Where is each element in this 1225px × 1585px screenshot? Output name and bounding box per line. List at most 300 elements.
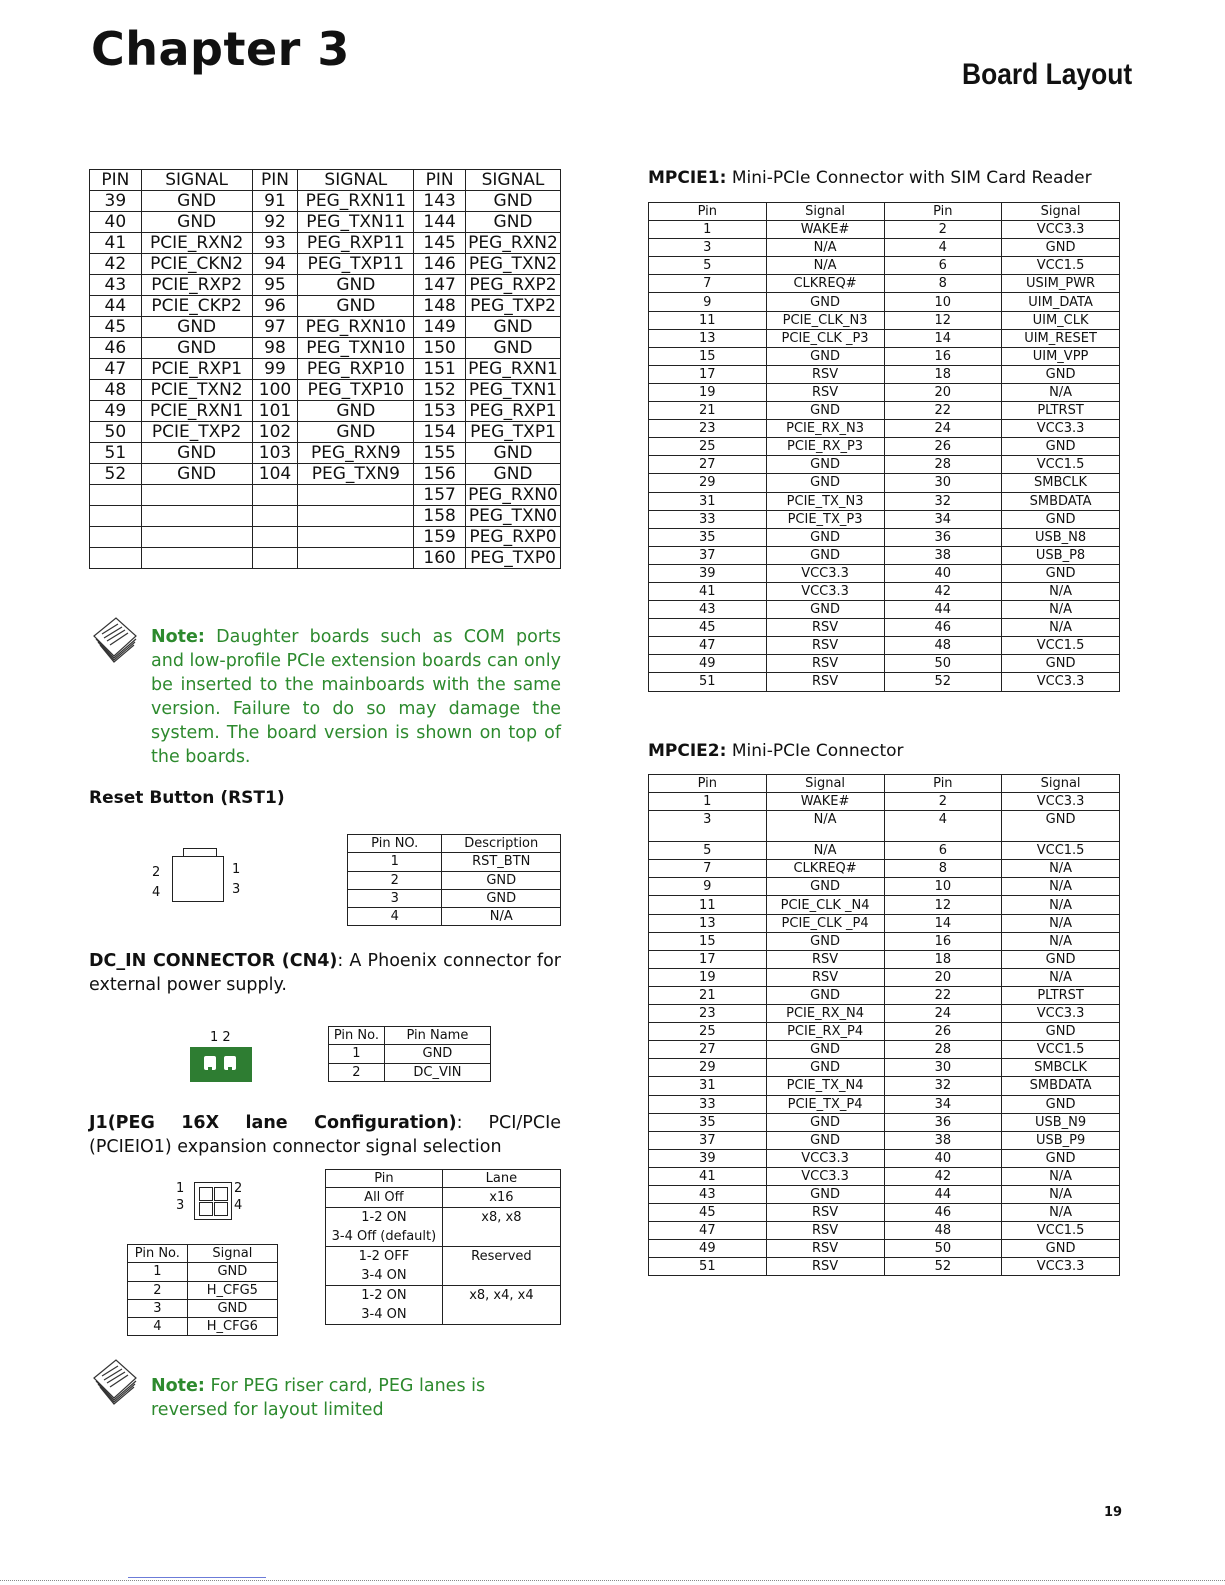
table-cell: PCIE_TX_P3 xyxy=(766,510,884,528)
table-cell: 46 xyxy=(90,338,142,359)
j1-text: : PCI/PCIe (PCIEIO1) expansion connector signal selection xyxy=(89,1113,561,1157)
column-header: Pin xyxy=(649,203,767,221)
table-cell: PCIE_TXP2 xyxy=(141,422,252,443)
table-cell: GND xyxy=(466,191,561,212)
table-cell: SMBCLK xyxy=(1002,474,1120,492)
table-cell: 45 xyxy=(649,619,767,637)
table-cell: 100 xyxy=(252,380,298,401)
table-row xyxy=(649,582,1120,600)
table-row xyxy=(649,637,1120,655)
table-cell: PCIE_CLK _P4 xyxy=(766,914,884,932)
table-row xyxy=(329,1063,491,1081)
table-cell: 92 xyxy=(252,212,298,233)
table-cell: 33 xyxy=(649,1095,767,1113)
table-cell: 25 xyxy=(649,1023,767,1041)
table-cell: RSV xyxy=(766,619,884,637)
j1-paragraph xyxy=(89,1111,561,1159)
table-cell: 23 xyxy=(649,1005,767,1023)
note-text: Daughter boards such as COM ports and low-profile PCIe extension boards can only be inserted to the mainboards with the same version. Failure to do so may damage the system. The board version is shown on top of the boards. xyxy=(151,627,561,767)
table-cell: 148 xyxy=(414,296,466,317)
table-cell: PCIE_RXP2 xyxy=(141,275,252,296)
table-cell: PEG_TXP1 xyxy=(466,422,561,443)
table-cell: USB_N9 xyxy=(1002,1113,1120,1131)
pin-setting: 3-4 ON xyxy=(361,1268,407,1284)
table-row xyxy=(649,619,1120,637)
table-cell xyxy=(141,506,252,527)
table-row xyxy=(90,254,561,275)
table-row xyxy=(649,896,1120,914)
peg-table-body xyxy=(90,170,561,569)
table-cell: GND xyxy=(1002,239,1120,257)
page-link-line xyxy=(128,1577,266,1578)
lane-cell: x8, x4, x4 xyxy=(442,1286,560,1325)
pin-label: 2 xyxy=(234,1181,243,1196)
table-cell: GND xyxy=(442,871,561,889)
table-row xyxy=(90,443,561,464)
column-header: Signal xyxy=(1002,203,1120,221)
pin-setting-cell xyxy=(326,1247,443,1286)
table-row xyxy=(329,1045,491,1063)
table-cell: 28 xyxy=(884,1041,1002,1059)
table-cell: 8 xyxy=(884,860,1002,878)
table-cell: N/A xyxy=(766,842,884,860)
table-cell: 47 xyxy=(90,359,142,380)
table-cell: VCC3.3 xyxy=(1002,1258,1120,1276)
table-row xyxy=(649,546,1120,564)
table-cell: PCIE_RXN1 xyxy=(141,401,252,422)
table-cell: 36 xyxy=(884,1113,1002,1131)
table-row xyxy=(649,383,1120,401)
table-cell: PEG_TXN1 xyxy=(466,380,561,401)
column-header: PIN xyxy=(90,170,142,191)
table-row xyxy=(649,239,1120,257)
table-cell: 149 xyxy=(414,317,466,338)
table-cell: 34 xyxy=(884,510,1002,528)
table-row xyxy=(90,527,561,548)
table-cell: DC_VIN xyxy=(384,1063,490,1081)
table-cell: PCIE_RXN2 xyxy=(141,233,252,254)
table-row xyxy=(649,793,1120,811)
table-cell: GND xyxy=(384,1045,490,1063)
table-cell: 3 xyxy=(128,1299,188,1317)
table-cell: 30 xyxy=(884,474,1002,492)
table-cell: 18 xyxy=(884,950,1002,968)
table-cell: 104 xyxy=(252,464,298,485)
table-cell: 35 xyxy=(649,1113,767,1131)
table-row xyxy=(90,296,561,317)
mpcie2-heading xyxy=(648,741,904,761)
pin-setting-cell xyxy=(326,1286,443,1325)
table-cell: GND xyxy=(187,1263,277,1281)
table-cell: 16 xyxy=(884,932,1002,950)
table-cell: USIM_PWR xyxy=(1002,275,1120,293)
table-cell: PLTRST xyxy=(1002,402,1120,420)
table-cell: 1 xyxy=(329,1045,385,1063)
table-row xyxy=(649,950,1120,968)
table-cell: 1 xyxy=(128,1263,188,1281)
table-cell: RSV xyxy=(766,365,884,383)
table-cell: GND xyxy=(466,338,561,359)
table-cell: USB_P8 xyxy=(1002,546,1120,564)
table-cell: PEG_RXP0 xyxy=(466,527,561,548)
table-cell: 94 xyxy=(252,254,298,275)
table-cell: UIM_CLK xyxy=(1002,311,1120,329)
table-cell: GND xyxy=(766,528,884,546)
table-cell: PCIE_CLK _N4 xyxy=(766,896,884,914)
table-cell xyxy=(298,548,414,569)
table-row xyxy=(649,257,1120,275)
table-cell: 3 xyxy=(649,239,767,257)
table-cell: 18 xyxy=(884,365,1002,383)
table-cell: 52 xyxy=(884,1258,1002,1276)
table-cell: N/A xyxy=(1002,619,1120,637)
j1-lane-table xyxy=(325,1169,561,1325)
table-cell: PCIE_CKP2 xyxy=(141,296,252,317)
table-cell: GND xyxy=(298,275,414,296)
table-cell: CLKREQ# xyxy=(766,860,884,878)
table-row xyxy=(649,1240,1120,1258)
table-row xyxy=(90,233,561,254)
table-cell: 145 xyxy=(414,233,466,254)
table-cell: 27 xyxy=(649,1041,767,1059)
table-cell: GND xyxy=(766,293,884,311)
page-border-line xyxy=(0,1580,1225,1581)
dcin-pin-numbers: 1 2 xyxy=(210,1030,231,1045)
table-row xyxy=(128,1318,278,1336)
table-cell: 40 xyxy=(884,1149,1002,1167)
column-header: Lane xyxy=(442,1170,560,1188)
table-cell: PCIE_RX_P4 xyxy=(766,1023,884,1041)
table-row xyxy=(649,1077,1120,1095)
table-row xyxy=(649,1059,1120,1077)
table-cell: 38 xyxy=(884,546,1002,564)
table-cell: 40 xyxy=(884,564,1002,582)
table-cell: PEG_TXN9 xyxy=(298,464,414,485)
table-cell: 96 xyxy=(252,296,298,317)
table-cell: GND xyxy=(766,1113,884,1131)
table-header-row xyxy=(329,1027,491,1045)
table-cell: 3 xyxy=(649,811,767,842)
table-cell: 12 xyxy=(884,896,1002,914)
table-cell: 146 xyxy=(414,254,466,275)
table-cell: PEG_RXN11 xyxy=(298,191,414,212)
table-cell: PCIE_TXN2 xyxy=(141,380,252,401)
table-cell: GND xyxy=(442,889,561,907)
table-cell: PEG_RXN1 xyxy=(466,359,561,380)
table-cell: 39 xyxy=(649,1149,767,1167)
table-cell: PCIE_CLK _P3 xyxy=(766,329,884,347)
table-cell: N/A xyxy=(766,811,884,842)
table-cell: N/A xyxy=(1002,582,1120,600)
table-cell: 48 xyxy=(90,380,142,401)
note-peg-riser xyxy=(151,1374,561,1422)
table-cell: 9 xyxy=(649,293,767,311)
table-cell: 14 xyxy=(884,329,1002,347)
table-row xyxy=(649,311,1120,329)
table-cell xyxy=(252,485,298,506)
pin-label: 1 xyxy=(232,862,241,877)
table-row xyxy=(649,528,1120,546)
table-cell: 24 xyxy=(884,1005,1002,1023)
table-cell: 19 xyxy=(649,383,767,401)
table-cell: N/A xyxy=(1002,601,1120,619)
table-cell: VCC1.5 xyxy=(1002,456,1120,474)
column-header: SIGNAL xyxy=(141,170,252,191)
table-cell: UIM_RESET xyxy=(1002,329,1120,347)
note-icon xyxy=(88,1356,140,1406)
column-header: Pin xyxy=(649,775,767,793)
pin-setting-cell xyxy=(326,1188,443,1208)
table-cell: 31 xyxy=(649,492,767,510)
table-cell: 26 xyxy=(884,1023,1002,1041)
table-cell xyxy=(90,506,142,527)
table-cell: 153 xyxy=(414,401,466,422)
table-cell: PEG_RXN0 xyxy=(466,485,561,506)
column-header: Pin Name xyxy=(384,1027,490,1045)
table-cell: 4 xyxy=(128,1318,188,1336)
table-cell: PCIE_TX_N3 xyxy=(766,492,884,510)
table-cell: 42 xyxy=(90,254,142,275)
column-header: Signal xyxy=(766,775,884,793)
table-cell: PEG_TXP2 xyxy=(466,296,561,317)
table-cell: N/A xyxy=(1002,878,1120,896)
table-cell: 11 xyxy=(649,896,767,914)
table-row xyxy=(649,365,1120,383)
note-label: Note: xyxy=(151,627,205,647)
table-cell: 23 xyxy=(649,420,767,438)
table-cell: PEG_TXN11 xyxy=(298,212,414,233)
table-cell: 44 xyxy=(884,1185,1002,1203)
table-cell: GND xyxy=(298,422,414,443)
table-cell: 51 xyxy=(649,673,767,691)
table-header-row xyxy=(649,775,1120,793)
table-cell: SMBDATA xyxy=(1002,1077,1120,1095)
pin-setting: 3-4 Off (default) xyxy=(331,1229,437,1245)
table-row xyxy=(90,275,561,296)
table-cell: 21 xyxy=(649,402,767,420)
table-cell: 2 xyxy=(884,793,1002,811)
table-cell: USB_P9 xyxy=(1002,1131,1120,1149)
table-row xyxy=(649,1041,1120,1059)
table-cell: RSV xyxy=(766,950,884,968)
table-cell: 13 xyxy=(649,914,767,932)
table-cell: 43 xyxy=(649,601,767,619)
table-cell: 45 xyxy=(649,1204,767,1222)
table-cell: 37 xyxy=(649,1131,767,1149)
table-cell: 150 xyxy=(414,338,466,359)
dcin-title: DC_IN CONNECTOR (CN4) xyxy=(89,951,338,971)
table-cell: 39 xyxy=(90,191,142,212)
table-cell: 49 xyxy=(649,1240,767,1258)
table-cell: N/A xyxy=(766,239,884,257)
table-cell: GND xyxy=(141,317,252,338)
table-row xyxy=(649,1095,1120,1113)
table-cell: RSV xyxy=(766,1204,884,1222)
column-header: PIN xyxy=(414,170,466,191)
table-row xyxy=(649,293,1120,311)
table-row xyxy=(649,1167,1120,1185)
table-cell: 98 xyxy=(252,338,298,359)
table-cell: PLTRST xyxy=(1002,986,1120,1004)
table-cell: GND xyxy=(766,1041,884,1059)
table-cell: N/A xyxy=(1002,1185,1120,1203)
table-row xyxy=(326,1286,561,1325)
table-cell: 40 xyxy=(90,212,142,233)
table-cell: 4 xyxy=(348,908,442,926)
table-row xyxy=(649,1204,1120,1222)
table-cell: 50 xyxy=(884,1240,1002,1258)
table-cell: RSV xyxy=(766,383,884,401)
table-row xyxy=(128,1263,278,1281)
table-cell: GND xyxy=(298,401,414,422)
table-cell: GND xyxy=(187,1299,277,1317)
table-cell: 2 xyxy=(128,1281,188,1299)
table-cell: 52 xyxy=(884,673,1002,691)
section-title: Board Layout xyxy=(962,58,1133,91)
column-header: PIN xyxy=(252,170,298,191)
table-cell: VCC3.3 xyxy=(1002,1005,1120,1023)
table-cell: 42 xyxy=(884,1167,1002,1185)
column-header: Signal xyxy=(1002,775,1120,793)
table-row xyxy=(649,420,1120,438)
table-row xyxy=(326,1188,561,1208)
table-row xyxy=(649,438,1120,456)
table-cell: PCIE_TX_P4 xyxy=(766,1095,884,1113)
table-cell: 2 xyxy=(329,1063,385,1081)
table-cell: GND xyxy=(766,546,884,564)
pin-label: 2 xyxy=(152,865,161,880)
table-cell: N/A xyxy=(1002,932,1120,950)
table-row xyxy=(649,811,1120,842)
table-cell: 158 xyxy=(414,506,466,527)
table-cell: VCC3.3 xyxy=(1002,221,1120,239)
table-cell: 95 xyxy=(252,275,298,296)
table-cell: 10 xyxy=(884,878,1002,896)
table-cell: RSV xyxy=(766,1258,884,1276)
table-cell: GND xyxy=(1002,1095,1120,1113)
lane-cell: x8, x8 xyxy=(442,1208,560,1247)
table-cell xyxy=(141,548,252,569)
table-row xyxy=(90,485,561,506)
table-cell: N/A xyxy=(766,257,884,275)
table-cell: PCIE_CKN2 xyxy=(141,254,252,275)
table-cell xyxy=(252,548,298,569)
table-cell xyxy=(298,527,414,548)
table-cell: GND xyxy=(766,986,884,1004)
table-cell: 41 xyxy=(649,1167,767,1185)
table-cell: 41 xyxy=(90,233,142,254)
table-cell: 8 xyxy=(884,275,1002,293)
table-row xyxy=(90,548,561,569)
table-row xyxy=(649,932,1120,950)
table-cell: 147 xyxy=(414,275,466,296)
peg-pin-table xyxy=(89,169,561,569)
table-cell: GND xyxy=(466,443,561,464)
table-cell: H_CFG6 xyxy=(187,1318,277,1336)
table-cell: 34 xyxy=(884,1095,1002,1113)
table-cell: 49 xyxy=(90,401,142,422)
table-cell: GND xyxy=(466,212,561,233)
pin-label: 4 xyxy=(152,885,161,900)
table-cell: 22 xyxy=(884,986,1002,1004)
table-cell: GND xyxy=(1002,365,1120,383)
table-cell: 33 xyxy=(649,510,767,528)
table-cell xyxy=(141,485,252,506)
table-cell: 151 xyxy=(414,359,466,380)
table-header-row xyxy=(649,203,1120,221)
table-cell xyxy=(252,506,298,527)
table-cell: 41 xyxy=(649,582,767,600)
table-row xyxy=(649,655,1120,673)
table-cell: VCC3.3 xyxy=(766,564,884,582)
table-cell: 6 xyxy=(884,842,1002,860)
table-cell: PEG_RXN9 xyxy=(298,443,414,464)
table-cell: PEG_TXN10 xyxy=(298,338,414,359)
table-cell: VCC1.5 xyxy=(1002,842,1120,860)
table-cell: 38 xyxy=(884,1131,1002,1149)
reset-pin-diagram xyxy=(146,848,246,904)
table-row xyxy=(128,1299,278,1317)
table-cell: GND xyxy=(1002,950,1120,968)
table-cell: RSV xyxy=(766,968,884,986)
note-icon xyxy=(88,614,140,664)
table-cell: 16 xyxy=(884,347,1002,365)
table-cell: 156 xyxy=(414,464,466,485)
table-cell: 4 xyxy=(884,239,1002,257)
table-cell: 7 xyxy=(649,860,767,878)
pin-setting: 1-2 OFF xyxy=(358,1249,410,1265)
table-header-row xyxy=(90,170,561,191)
table-cell: 29 xyxy=(649,1059,767,1077)
table-cell: UIM_DATA xyxy=(1002,293,1120,311)
table-cell: GND xyxy=(141,212,252,233)
table-header-row xyxy=(348,835,561,853)
table-cell: GND xyxy=(1002,510,1120,528)
table-cell: 46 xyxy=(884,1204,1002,1222)
mpcie2-title: Mini-PCIe Connector xyxy=(726,741,904,761)
column-header: Description xyxy=(442,835,561,853)
table-cell: GND xyxy=(298,296,414,317)
column-header: Pin xyxy=(326,1170,443,1188)
dcin-text: : A Phoenix connector for external power supply. xyxy=(89,951,561,995)
table-row xyxy=(649,474,1120,492)
reset-button-heading: Reset Button (RST1) xyxy=(89,788,285,808)
table-cell: 48 xyxy=(884,1222,1002,1240)
table-row xyxy=(649,1258,1120,1276)
table-cell: 4 xyxy=(884,811,1002,842)
table-row xyxy=(90,506,561,527)
table-row xyxy=(649,1185,1120,1203)
table-cell: 32 xyxy=(884,1077,1002,1095)
table-cell: 31 xyxy=(649,1077,767,1095)
reset-pin-table xyxy=(347,834,561,926)
table-cell: 45 xyxy=(90,317,142,338)
table-cell: GND xyxy=(141,191,252,212)
dcin-paragraph xyxy=(89,949,561,997)
pin-label: 1 xyxy=(176,1181,185,1196)
table-row xyxy=(649,329,1120,347)
table-cell: 93 xyxy=(252,233,298,254)
table-cell: 14 xyxy=(884,914,1002,932)
table-cell: 47 xyxy=(649,637,767,655)
table-cell: N/A xyxy=(1002,896,1120,914)
chapter-title: Chapter 3 xyxy=(91,22,350,76)
table-cell: PCIE_TX_N4 xyxy=(766,1077,884,1095)
table-cell: N/A xyxy=(1002,914,1120,932)
mpcie2-label: MPCIE2: xyxy=(648,741,727,761)
table-cell: 26 xyxy=(884,438,1002,456)
table-cell: PCIE_RXP1 xyxy=(141,359,252,380)
